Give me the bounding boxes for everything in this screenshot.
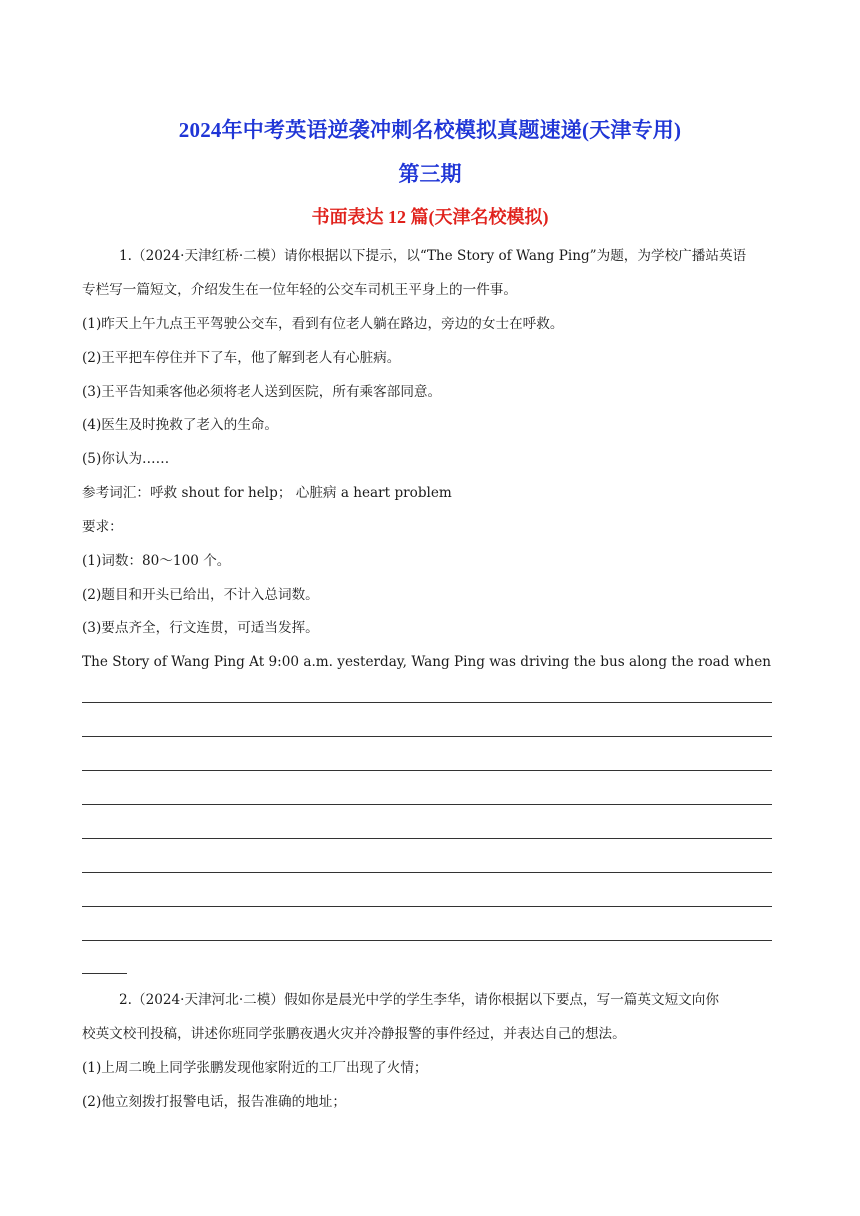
issue-label: 第三期 <box>398 162 462 186</box>
question-1-prompt-cont: 专栏写一篇短文，介绍发生在一位年轻的公交车司机王平身上的一件事。 <box>82 282 517 298</box>
requirement-item: (2)题目和开头已给出，不计入总词数。 <box>82 587 319 603</box>
requirement-item: (3)要点齐全，行文连贯，可适当发挥。 <box>82 620 319 636</box>
question-1-point: (5)你认为…… <box>82 451 170 467</box>
question-2-prompt-cont: 校英文校刊投稿，讲述你班同学张鹏夜遇火灾并冷静报警的事件经过，并表达自己的想法。 <box>82 1026 626 1042</box>
answer-line-end[interactable] <box>82 973 127 974</box>
question-1-prompt: 1.（2024·天津红桥·二模）请你根据以下提示，以“The Story of Wang Ping”为题，为学校广播站英语 <box>119 248 747 264</box>
section-subtitle: 书面表达 12 篇(天津名校模拟) <box>311 207 549 227</box>
question-1-point: (4)医生及时挽救了老入的生命。 <box>82 417 278 433</box>
answer-line[interactable] <box>82 770 772 771</box>
answer-line[interactable] <box>82 702 772 703</box>
document-title: 2024年中考英语逆袭冲刺名校模拟真题速递(天津专用) <box>178 118 682 142</box>
essay-starter: The Story of Wang Ping At 9:00 a.m. yesterday, Wang Ping was driving the bus along the road when <box>82 654 771 670</box>
answer-line[interactable] <box>82 906 772 907</box>
vocabulary-hint: 参考词汇：呼救 shout for help； 心脏病 a heart problem <box>82 485 452 501</box>
answer-line[interactable] <box>82 736 772 737</box>
requirement-item: (1)词数：80～100 个。 <box>82 553 231 569</box>
answer-line[interactable] <box>82 838 772 839</box>
answer-line[interactable] <box>82 872 772 873</box>
question-1-point: (3)王平告知乘客他必须将老人送到医院，所有乘客部同意。 <box>82 384 442 400</box>
question-1-point: (2)王平把车停住并下了车，他了解到老人有心脏病。 <box>82 350 401 366</box>
question-2-prompt: 2.（2024·天津河北·二模）假如你是晨光中学的学生李华，请你根据以下要点，写一篇英文短文向你 <box>119 992 719 1008</box>
question-2-point: (2)他立刻拨打报警电话，报告准确的地址； <box>82 1094 346 1110</box>
question-2-point: (1)上周二晚上同学张鹏发现他家附近的工厂出现了火情； <box>82 1060 428 1076</box>
requirements-label: 要求： <box>82 519 123 535</box>
question-1-point: (1)昨天上午九点王平驾驶公交车，看到有位老人躺在路边，旁边的女士在呼救。 <box>82 316 564 332</box>
answer-line[interactable] <box>82 804 772 805</box>
answer-line[interactable] <box>82 940 772 941</box>
